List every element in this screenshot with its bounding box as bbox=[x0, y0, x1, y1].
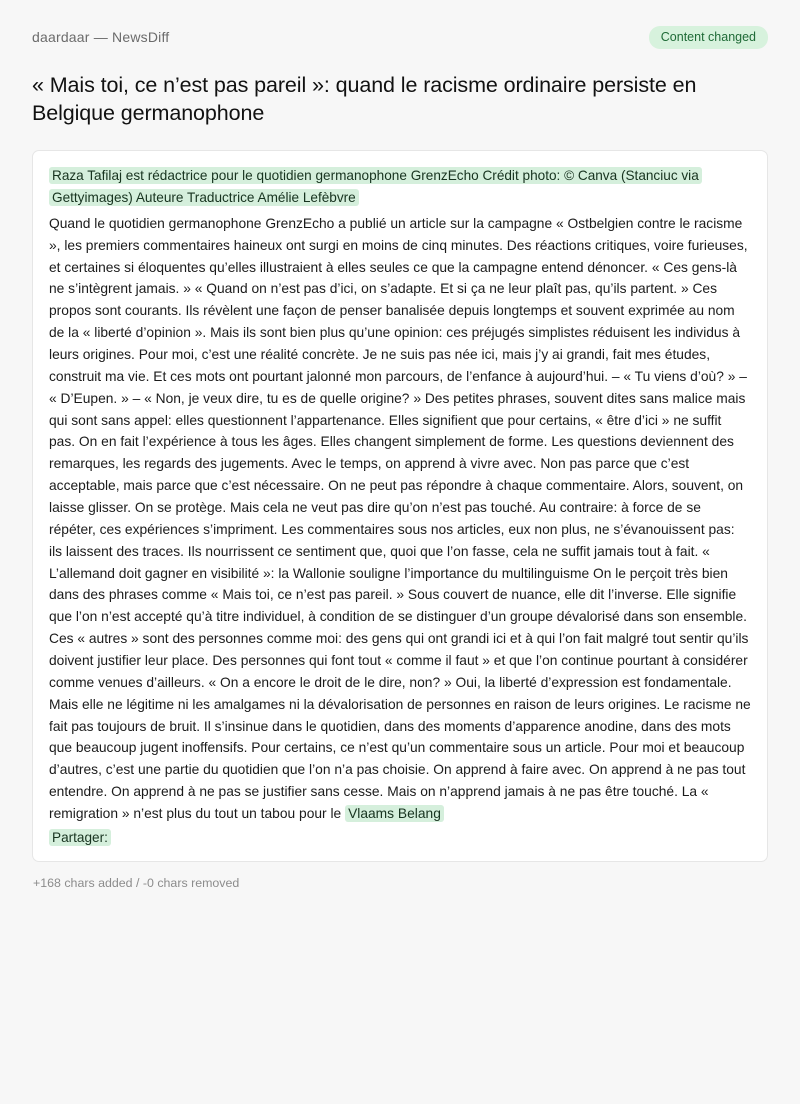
added-text-tail: Vlaams Belang bbox=[345, 805, 444, 822]
article-body-text: Quand le quotidien germanophone GrenzEcho a publié un article sur la campagne « Ostbelgien contre le racisme », les premiers commentaires haineux ont surgi en moins de cinq minutes. Des réactions critiques, voire furieuses, et certaines si éloquentes qu’elles illustraient à elles seules ce que la campagne entend dénoncer. « Ces gens-là ne s’intègrent jamais. » « Quand on n’est pas d’ici, on s’adapte. Et si ça ne leur plaît pas, qu’ils partent. » Ces propos sont courants. Ils révèlent une façon de penser banalisée depuis longtemps et souvent exprimée au nom de la « liberté d’opinion ». Mais ils sont bien plus qu’une opinion: ces préjugés simplistes réduisent les individus à leurs origines. Pour moi, c’est une réalité concrète. Je ne suis pas née ici, mais j’y ai grandi, fait mes études, construit ma vie. Et ces mots ont pourtant jalonné mon parcours, de l’enfance à aujourd’hui. – « Tu viens d’où? » – « D’Eupen. » – « Non, je veux dire, tu es de quelle origine? » Des petites phrases, souvent dites sans malice mais qui sont sans appel: elles questionnent l’appartenance. Elles signifient que pour certains, « être d’ici » ne suffit pas. On en fait l’expérience à tous les âges. Elles changent simplement de forme. Les questions deviennent des remarques, les regards des jugements. Avec le temps, on apprend à vivre avec. Non pas parce que c’est acceptable, mais parce que c’est nécessaire. On ne peut pas répondre à chaque commentaire. Alors, souvent, on laisse glisser. On se protège. Mais cela ne veut pas dire qu’on n’est pas touché. Au contraire: à force de se répéter, ces expériences s’impriment. Les commentaires sous nos articles, eux non plus, ne s’évanouissent pas: ils laissent des traces. Ils nourrissent ce sentiment que, quoi que l’on fasse, cela ne suffit jamais tout à fait. « L’allemand doit gagner en visibilité »: la Wallonie souligne l’importance du multilinguisme On le perçoit très bien dans des phrases comme « Mais toi, ce n’est pas pareil. » Sous couvert de nuance, elle dit l’inverse. Elle signifie que l’on n’est accepté qu’à titre individuel, à condition de se distinguer d’un groupe dévalorisé dans son ensemble. Ces « autres » sont des personnes comme moi: des gens qui ont grandi ici et à qui l’on fait malgré tout sentir qu’ils doivent justifier leur place. Des personnes qui font tout « comme il faut » et que l’on continue pourtant à considérer comme venues d’ailleurs. « On a encore le droit de le dire, non? » Oui, la liberté d’expression est fondamentale. Mais elle ne légitime ni les amalgames ni la dévalorisation de personnes en raison de leurs origines. Le racisme ne fait pas toujours de bruit. Il s’insinue dans le quotidien, dans des moments d’apparence anodine, dans des mots que beaucoup jugent inoffensifs. Pour certains, ce n’est qu’un commentaire sous un article. Pour moi et beaucoup d’autres, c’est une partie du quotidien que l’on n’a pas choisie. On apprend à faire avec. On apprend à ne pas tout entendre. On apprend à ne pas se justifier sans cesse. Mais on n’apprend jamais à ne pas être touché. La « remigration » n’est plus du tout un tabou pour le bbox=[49, 215, 751, 821]
added-text-credit: Raza Tafilaj est rédactrice pour le quotidien germanophone GrenzEcho Crédit photo: © Canva (Stanciuc via Gettyimages) Auteure Traductrice Amélie Lefèbvre bbox=[49, 167, 702, 206]
article-body bbox=[49, 213, 751, 825]
diff-stats: +168 chars added / -0 chars removed bbox=[33, 875, 240, 890]
article-card bbox=[32, 150, 768, 862]
status-badge: Content changed bbox=[649, 26, 768, 49]
brand-label: daardaar — NewsDiff bbox=[32, 29, 170, 45]
article-credit bbox=[49, 165, 751, 209]
added-text-share: Partager: bbox=[49, 829, 111, 846]
share-row bbox=[49, 830, 751, 845]
top-bar bbox=[32, 26, 768, 49]
page-title: « Mais toi, ce n’est pas pareil »: quand le racisme ordinaire persiste en Belgique germanophone bbox=[32, 73, 697, 126]
